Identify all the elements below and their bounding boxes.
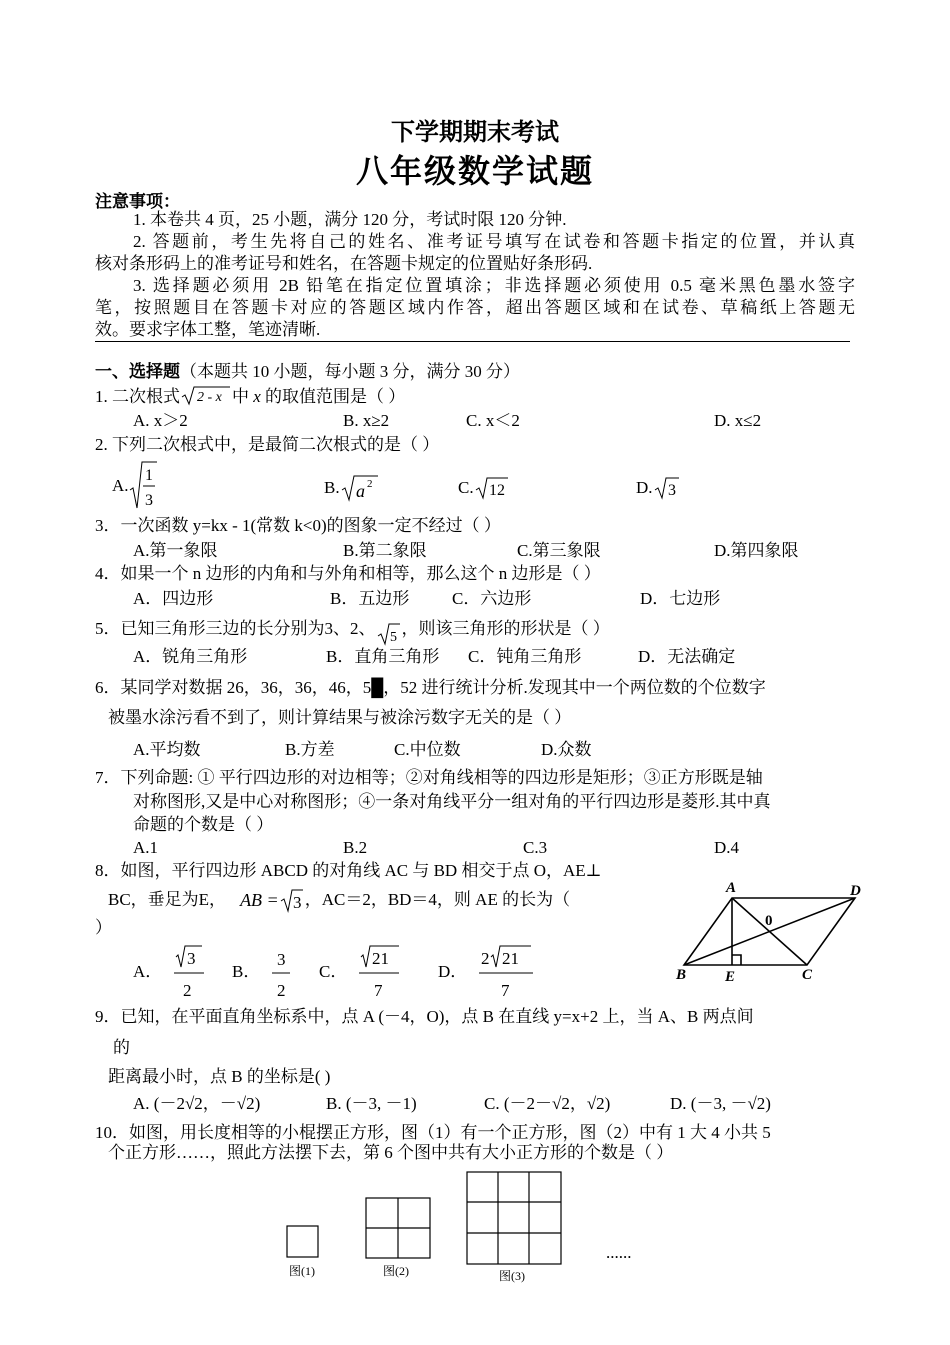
- q2-b-sqrt: [340, 474, 380, 502]
- label-b: B: [676, 967, 687, 983]
- q8-c-frac: [357, 943, 403, 1001]
- q1-option-c[interactable]: C. x＜2: [466, 411, 520, 430]
- q8-option-c[interactable]: [319, 942, 403, 1002]
- q8-line-2a: BC，垂足为E，: [108, 890, 227, 909]
- q8-d-frac: [477, 943, 537, 1001]
- q8-ab: AB =: [240, 890, 279, 910]
- note-1: 1. 本卷共 4 页，25 小题，满分 120 分，考试时限 120 分钟.: [133, 210, 567, 229]
- q7-option-b[interactable]: B.2: [343, 838, 368, 857]
- q4-option-a[interactable]: A．四边形: [133, 589, 214, 608]
- q2-b-rad: a: [355, 481, 365, 501]
- q1-mid: 中: [232, 387, 249, 406]
- q1-sqrt: [180, 385, 232, 407]
- q5-option-d[interactable]: D．无法确定: [638, 647, 736, 666]
- q3-stem: 3．一次函数 y=kx - 1(常数 k<0)的图象一定不经过（ ）: [95, 516, 501, 535]
- q5-sqrt: [376, 620, 402, 646]
- q4-stem: 4．如果一个 n 边形的内角和与外角和相等，那么这个 n 边形是（ ）: [95, 564, 601, 583]
- q8-b-den: 2: [277, 981, 286, 1000]
- note-3b: 笔，按照题目在答题卡对应的答题区域内作答，超出答题区域和在试卷、草稿纸上答题无: [95, 298, 855, 317]
- q1-option-d[interactable]: D. x≤2: [714, 411, 762, 430]
- q6-option-c[interactable]: C.中位数: [394, 740, 461, 759]
- q2-b-exp: 2: [366, 478, 373, 490]
- q8-line-2: [108, 887, 570, 913]
- q2-a-den: 3: [144, 492, 153, 509]
- note-2b: 核对条形码上的准考证号和姓名，在答题卡规定的位置贴好条形码.: [95, 254, 593, 273]
- exam-title: 下学期期末考试: [391, 120, 559, 146]
- diagonal-bd: [684, 898, 855, 965]
- q2-d-label: D.: [636, 478, 653, 497]
- caption-figure-2: 图(2): [383, 1264, 409, 1278]
- q8-b-label: B．: [232, 962, 261, 981]
- q8-b-num: 3: [277, 950, 286, 969]
- section-title: 一、选择题: [95, 362, 180, 382]
- caption-figure-3: 图(3): [499, 1269, 525, 1283]
- q6-option-d[interactable]: D.众数: [541, 740, 592, 759]
- q9-option-c[interactable]: C. (－2－√2，√2): [484, 1094, 611, 1113]
- label-o: 0: [765, 913, 773, 929]
- q8-a-den: 2: [183, 981, 192, 1000]
- q9-line-2: 的: [113, 1038, 130, 1057]
- right-angle-mark: [732, 955, 741, 965]
- q8-line-3: ）: [95, 918, 112, 937]
- divider-line: [95, 341, 850, 342]
- section-desc: （本题共 10 小题，每小题 3 分，满分 30 分）: [180, 362, 520, 381]
- q9-option-d[interactable]: D. (－3, －√2): [670, 1094, 771, 1113]
- q5-option-c[interactable]: C．钝角三角形: [468, 647, 582, 666]
- q5-stem: [95, 612, 610, 646]
- q7-option-c[interactable]: C.3: [523, 838, 548, 857]
- q5-option-a[interactable]: A．锐角三角形: [133, 647, 248, 666]
- q9-option-b[interactable]: B. (－3, －1): [326, 1094, 417, 1113]
- label-c: C: [802, 967, 813, 983]
- q2-stem: 2. 下列二次根式中，是最简二次根式的是（ ）: [95, 435, 440, 454]
- q8-line-1: 8．如图，平行四边形 ABCD 的对角线 AC 与 BD 相交于点 O，AE⊥: [95, 861, 602, 880]
- q7-line-1: 7．下列命题: ① 平行四边形的对边相等；②对角线相等的四边形是矩形；③正方形既是轴: [95, 768, 763, 787]
- label-e: E: [725, 969, 736, 985]
- label-a: A: [726, 880, 737, 896]
- note-2a: 2. 答题前，考生先将自己的姓名、准考证号填写在试卷和答题卡指定的位置，并认真: [133, 232, 855, 251]
- q1-radicand: 2 - x: [197, 390, 222, 405]
- q1-post: 的取值范围是（ ）: [265, 387, 406, 406]
- q2-option-c[interactable]: [458, 476, 510, 500]
- continuation-ellipsis: ......: [606, 1243, 632, 1262]
- square-figure-1: [285, 1224, 321, 1260]
- q8-c-label: C．: [319, 962, 348, 981]
- note-3a: 3. 选择题必须用 2B 铅笔在指定位置填涂；非选择题必须使用 0.5 毫米黑色墨水签字: [133, 276, 855, 295]
- q8-a-num: 3: [187, 949, 196, 968]
- q8-ab-rad: 3: [292, 893, 302, 912]
- q2-a-label: A.: [112, 476, 129, 495]
- q2-option-a[interactable]: [112, 460, 159, 512]
- q1-stem: [95, 385, 405, 408]
- notes-heading: 注意事项：: [95, 192, 180, 212]
- caption-figure-1: 图(1): [289, 1264, 315, 1278]
- q5-option-b[interactable]: B．直角三角形: [326, 647, 440, 666]
- q2-d-rad: 3: [667, 482, 676, 499]
- q1-option-b[interactable]: B. x≥2: [343, 411, 390, 430]
- q8-d-num: 21: [502, 949, 520, 968]
- q3-option-a[interactable]: A.第一象限: [133, 541, 218, 560]
- q8-a-label: A．: [133, 962, 163, 981]
- q6-line-2: 被墨水涂污看不到了，则计算结果与被涂污数字无关的是（ ）: [108, 708, 572, 727]
- q8-line-2b: ，AC＝2，BD＝4，则 AE 的长为（: [304, 890, 571, 909]
- q8-b-frac: [270, 943, 294, 1001]
- square-figure-3: [465, 1170, 563, 1266]
- label-d: D: [850, 883, 861, 899]
- parallelogram-figure: [672, 876, 872, 986]
- q9-line-1: 9．已知，在平面直角坐标系中，点 A (－4，O)，点 B 在直线 y=x+2 上，当 A、B 两点间: [95, 1007, 754, 1026]
- q8-option-b[interactable]: [232, 942, 294, 1002]
- q1-pre: 1. 二次根式: [95, 387, 180, 406]
- exam-subtitle: 八年级数学试题: [355, 153, 594, 189]
- q2-a-num: 1: [144, 467, 153, 484]
- q2-c-rad: 12: [488, 482, 505, 499]
- q9-option-a[interactable]: A. (－2√2，－√2): [133, 1094, 261, 1113]
- q8-ab-sqrt: [279, 887, 305, 913]
- q2-c-label: C.: [458, 478, 474, 497]
- q1-var: x: [253, 387, 261, 406]
- q2-option-d[interactable]: [636, 476, 681, 500]
- q4-option-c[interactable]: C．六边形: [452, 589, 532, 608]
- q2-c-sqrt: [474, 476, 510, 500]
- note-3c: 效。要求字体工整，笔迹清晰.: [95, 320, 321, 339]
- q5-pre: 5．已知三角形三边的长分别为3、2、: [95, 619, 376, 638]
- q1-option-a[interactable]: A. x＞2: [133, 411, 188, 430]
- q4-option-b[interactable]: B．五边形: [330, 589, 410, 608]
- q3-option-b[interactable]: B.第二象限: [343, 541, 427, 560]
- q2-b-label: B.: [324, 478, 340, 497]
- q8-a-frac: [172, 943, 208, 1001]
- square-figure-2: [364, 1196, 432, 1260]
- q8-d-den: 7: [501, 981, 510, 1000]
- q5-post: ，则该三角形的形状是（ ）: [401, 619, 610, 638]
- q3-option-c[interactable]: C.第三象限: [517, 541, 601, 560]
- q7-line-3: 命题的个数是（ ）: [133, 815, 274, 834]
- q7-option-d[interactable]: D.4: [714, 838, 740, 857]
- q6-option-b[interactable]: B.方差: [285, 740, 335, 759]
- q5-rad: 5: [389, 630, 397, 645]
- q8-c-den: 7: [374, 981, 383, 1000]
- q2-d-sqrt: [653, 476, 681, 500]
- q2-option-b[interactable]: [324, 474, 380, 502]
- q7-option-a[interactable]: A.1: [133, 838, 159, 857]
- q8-d-coef: 2: [481, 949, 490, 968]
- q6-option-a[interactable]: A.平均数: [133, 740, 201, 759]
- q4-option-d[interactable]: D．七边形: [640, 589, 721, 608]
- q10-line-1: 10．如图，用长度相等的小棍摆正方形，图（1）有一个正方形，图（2）中有 1 大 4 小共 5: [95, 1123, 771, 1142]
- q3-option-d[interactable]: D.第四象限: [714, 541, 799, 560]
- q8-c-num: 21: [372, 949, 390, 968]
- q8-d-label: D．: [438, 962, 468, 981]
- q9-line-3: 距离最小时，点 B 的坐标是( ): [108, 1067, 331, 1086]
- q7-line-2: 对称图形,又是中心对称图形；④一条对角线平分一组对角的平行四边形是菱形.其中真: [133, 792, 771, 811]
- q8-option-a[interactable]: [133, 942, 208, 1002]
- q10-line-2: 个正方形……，照此方法摆下去，第 6 个图中共有大小正方形的个数是（ ）: [108, 1143, 674, 1162]
- q6-line-1: 6．某同学对数据 26，36，36，46，5█，52 进行统计分析.发现其中一个两位数的个位数字: [95, 678, 766, 697]
- section-heading: [95, 357, 520, 382]
- q2-a-sqrt-frac: [129, 460, 159, 512]
- q8-option-d[interactable]: [438, 942, 537, 1002]
